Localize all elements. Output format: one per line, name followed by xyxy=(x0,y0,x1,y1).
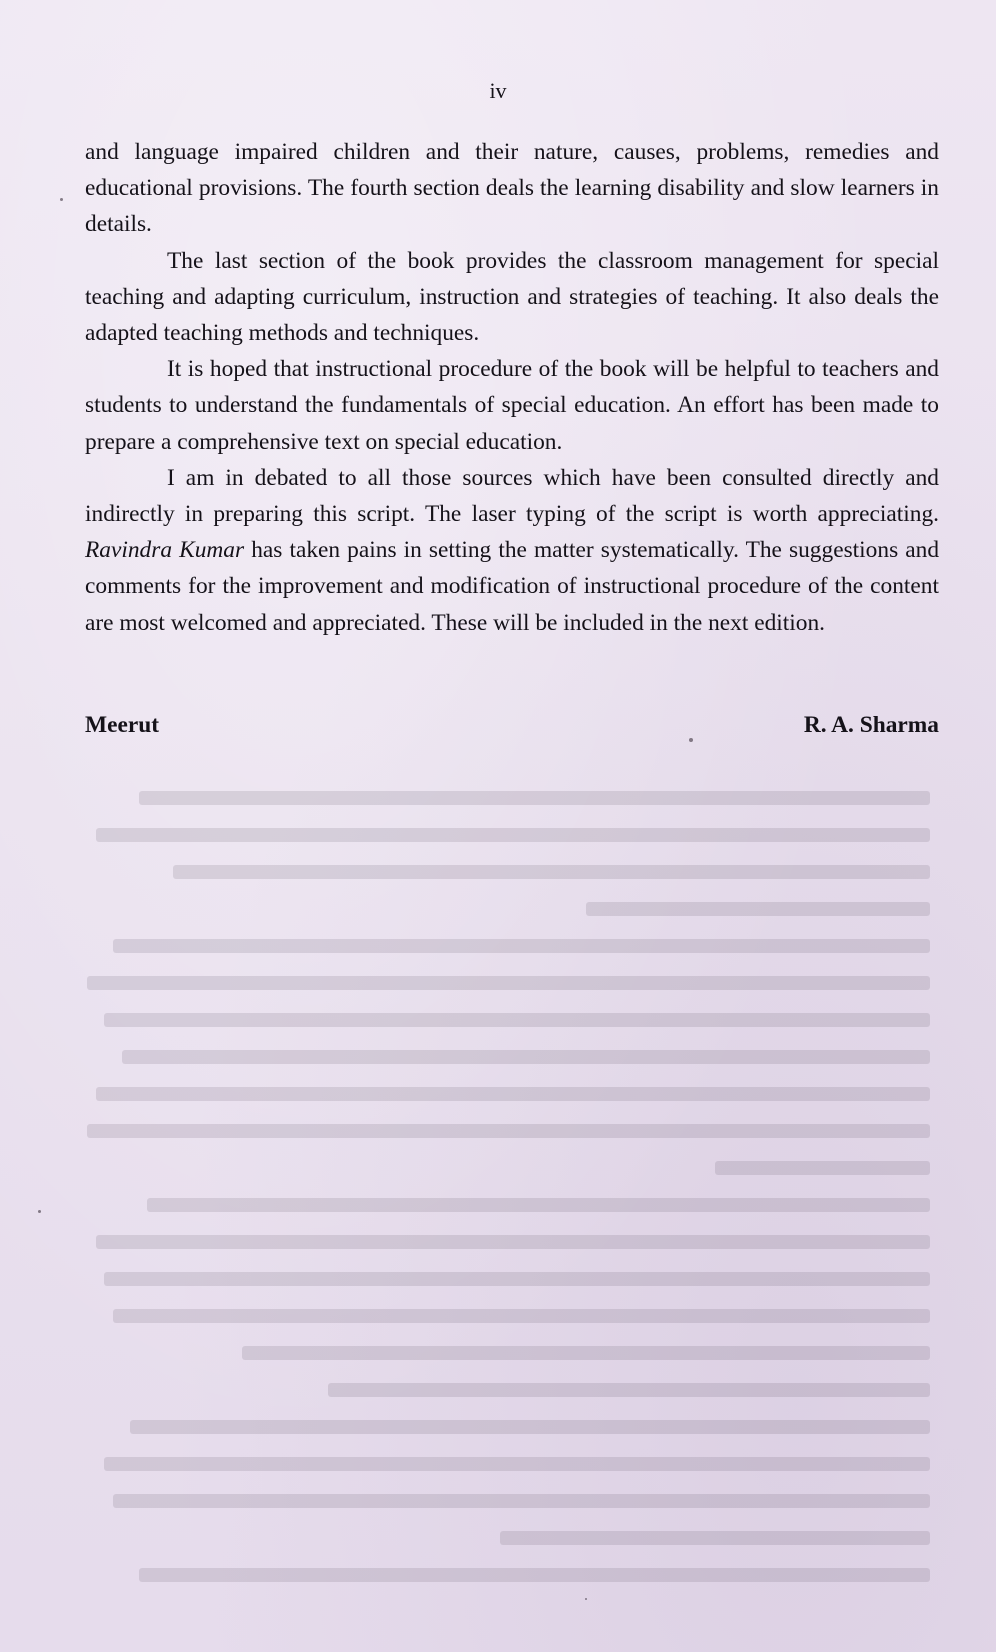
paragraph: It is hoped that instructional procedure of the book will be helpful to teachers and students to understand the fundamentals of special education. An effort has been made to prepare a comprehensive text on special education. xyxy=(85,356,939,455)
acknowledgement-text-start: I am in debated to all those sources which have been consulted directly and indirectly in preparing this script. The laser typing of the script is worth appreciating. xyxy=(85,464,939,528)
page-number: iv xyxy=(489,78,507,103)
paragraph: The last section of the book provides the classroom management for special teaching and adapting curriculum, instruction and strategies of teaching. It also deals the adapted teaching methods and techniques. xyxy=(85,247,939,347)
signature-line xyxy=(85,712,939,739)
typist-name: Ravindra Kumar xyxy=(85,537,245,564)
paper-speck xyxy=(585,1598,587,1600)
show-through-text xyxy=(70,780,930,1600)
paper-speck xyxy=(60,198,63,201)
acknowledgement-text-end: has taken pains in setting the matter systematically. The suggestions and comments for the improvement and modification of instructional procedure of the content are most welcomed and appreciated. These will be included in the next edition. xyxy=(85,537,940,636)
paragraph-continuation: and language impaired children and their nature, causes, problems, remedies and educational provisions. The fourth section deals the learning disability and slow learners in details. xyxy=(85,139,939,238)
signature-place: Meerut xyxy=(85,712,160,738)
preface-body xyxy=(85,134,939,641)
signature-author: R. A. Sharma xyxy=(803,712,939,738)
paper-speck xyxy=(38,1210,41,1213)
paragraph-acknowledgement xyxy=(85,460,939,641)
